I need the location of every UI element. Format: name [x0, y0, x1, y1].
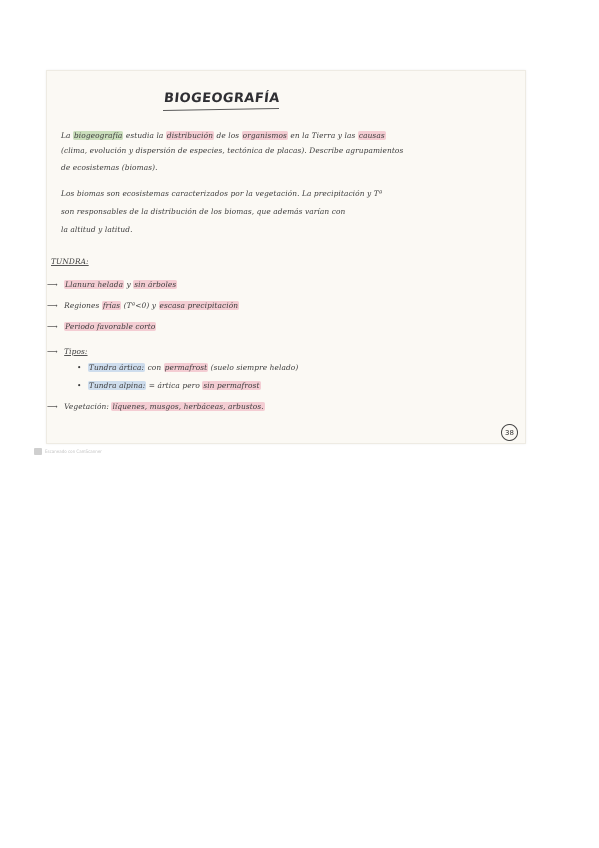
highlight-causas: causas	[358, 131, 385, 140]
vegetacion-label: Vegetación:	[64, 402, 109, 411]
highlight-frias: frías	[102, 301, 121, 310]
intro-word: en la Tierra y las	[290, 131, 356, 140]
intro-line-3: de ecosistemas (biomas).	[61, 163, 158, 172]
item-text: y	[126, 280, 131, 289]
biomas-line-2: son responsables de la distribución de los biomas, que además varían con	[61, 207, 346, 216]
highlight-tundra-artica: Tundra ártica:	[88, 363, 145, 372]
tundra-item-2	[47, 301, 239, 310]
highlight-periodo-favorable: Periodo favorable corto	[65, 322, 156, 331]
tundra-vegetacion	[47, 402, 265, 411]
highlight-sin-permafrost: sin permafrost	[203, 381, 260, 390]
intro-line-1	[61, 131, 386, 140]
intro-word: La	[61, 131, 71, 140]
tipo-1	[77, 363, 298, 372]
arrow-icon: ⟶	[47, 322, 58, 331]
tipos-label: Tipos:	[64, 347, 88, 356]
bullet-icon: •	[77, 363, 82, 372]
highlight-distribucion: distribución	[166, 131, 214, 140]
tundra-tipos	[47, 347, 88, 356]
highlight-llanura-helada: Llanura helada	[65, 280, 124, 289]
notebook-page	[46, 70, 526, 444]
biomas-line-1: Los biomas son ecosistemas caracterizados por la vegetación. La precipitación y Tª	[61, 189, 383, 198]
title-underline	[163, 108, 279, 111]
item-text: Regiones	[64, 301, 100, 310]
highlight-vegetacion: líquenes, musgos, herbáceas, arbustos.	[112, 402, 264, 411]
bullet-icon: •	[77, 381, 82, 390]
tipo-2	[77, 381, 261, 390]
biomas-line-3: la altitud y latitud.	[61, 225, 133, 234]
highlight-tundra-alpina: Tundra alpina:	[88, 381, 146, 390]
arrow-icon: ⟶	[47, 301, 58, 310]
intro-line-2: (clima, evolución y dispersión de especies, tectónica de placas). Describe agrupamientos	[61, 146, 404, 155]
highlight-organismos: organismos	[242, 131, 287, 140]
arrow-icon: ⟶	[47, 402, 58, 411]
highlight-permafrost: permafrost	[164, 363, 208, 372]
item-text: con	[147, 363, 162, 372]
watermark-text: Escaneado con CamScanner	[45, 449, 102, 454]
tundra-item-3	[47, 322, 156, 331]
tundra-heading: TUNDRA:	[51, 257, 89, 266]
arrow-icon: ⟶	[47, 280, 58, 289]
camscanner-icon	[34, 448, 42, 455]
item-text: (suelo siempre helado)	[210, 363, 299, 372]
arrow-icon: ⟶	[47, 347, 58, 356]
intro-word: estudia la	[125, 131, 164, 140]
item-text: = ártica pero	[148, 381, 200, 390]
intro-word: de los	[216, 131, 240, 140]
highlight-escasa-precipitacion: escasa precipitación	[159, 301, 239, 310]
page-title: BIOGEOGRAFÍA	[163, 91, 281, 106]
tundra-item-1	[47, 280, 177, 289]
item-text: (Tª<0) y	[123, 301, 157, 310]
highlight-biogeografia: biogeografía	[73, 131, 123, 140]
highlight-sin-arboles: sin árboles	[134, 280, 177, 289]
camscanner-watermark	[34, 448, 102, 455]
page-number: 38	[501, 424, 518, 441]
